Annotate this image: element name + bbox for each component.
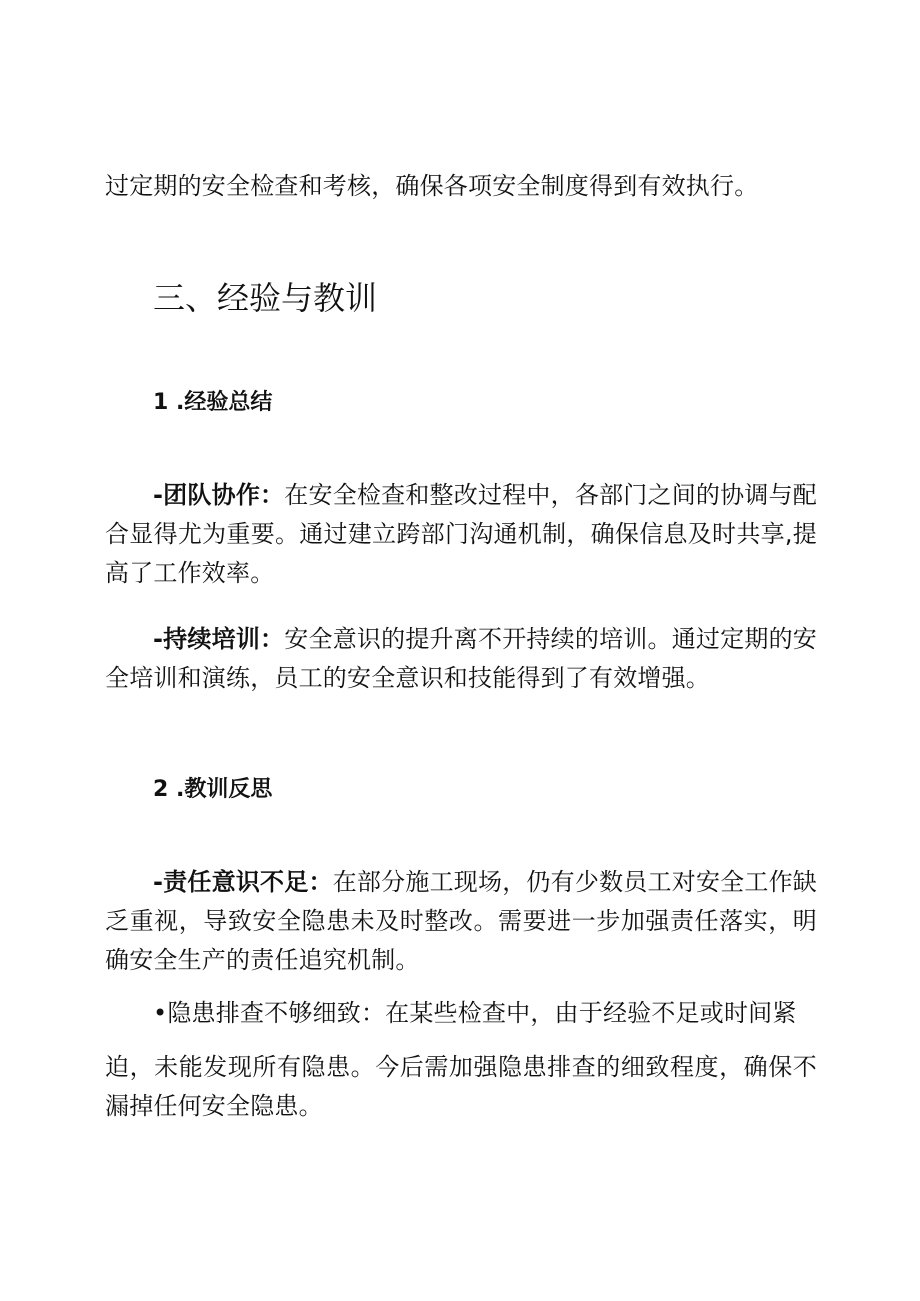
item-text: 在部分施工现场，仍有少数员工对安全工作缺乏重视，导致安全隐患未及时整改。需要进一步加强责任落实，明确安全生产的责任追究机制。 [105,868,818,974]
item-text: 安全意识的提升离不开持续的培训。通过定期的安全培训和演练，员工的安全意识和技能得到了有效增强。 [105,625,817,692]
item-hazard-inspection-rest: 迫，未能发现所有隐患。今后需加强隐患排查的细致程度，确保不漏掉任何安全隐患。 [105,1053,817,1120]
item-text: 在安全检查和整改过程中，各部门之间的协调与配合显得尤为重要。通过建立跨部门沟通机制，确保信息及时共享,提高了工作效率。 [105,481,817,587]
subsection-title-experience: 1 .经验总结 [153,390,273,415]
item-lead: -持续培训： [153,625,285,653]
item-lead: -团队协作： [153,481,285,509]
item-continuous-training [105,620,817,698]
item-hazard-inspection-line1: •隐患排查不够细致：在某些检查中，由于经验不足或时间紧 [153,999,797,1027]
item-lead: -责任意识不足： [153,868,333,896]
item-responsibility-awareness [105,863,817,980]
intro-paragraph: 过定期的安全检查和考核，确保各项安全制度得到有效执行。 [105,172,759,200]
item-team-collaboration [105,476,817,593]
section-title: 三、经验与教训 [153,279,378,317]
subsection-title-lessons: 2 .教训反思 [153,777,273,802]
